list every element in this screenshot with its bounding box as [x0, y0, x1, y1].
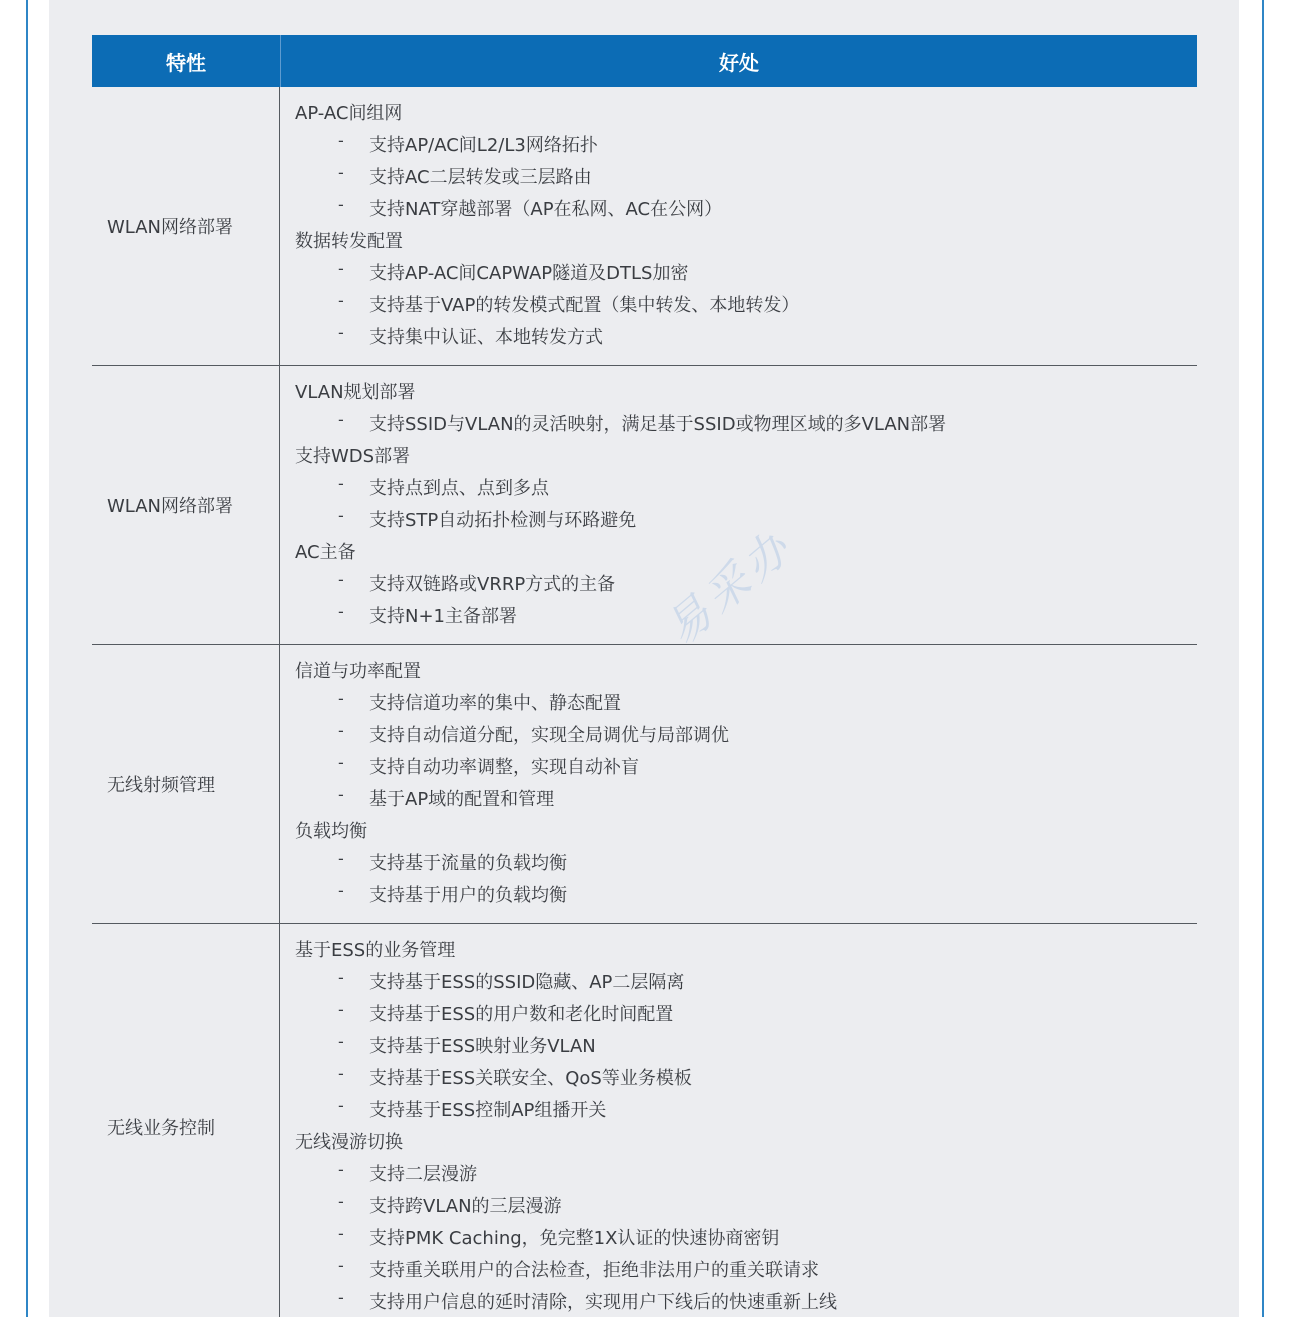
benefit-item-text: 支持信道功率的集中、静态配置 [369, 693, 621, 714]
benefit-group-title: 信道与功率配置 [295, 661, 421, 682]
feature-cell: 无线射频管理 [92, 645, 280, 923]
benefit-item-text: 支持集中认证、本地转发方式 [369, 327, 603, 348]
benefit-item-text: 支持STP自动拓扑检测与环路避免 [369, 510, 637, 531]
benefit-list-item [295, 1223, 1197, 1255]
header-benefit: 好处 [719, 50, 759, 75]
benefit-cell [280, 645, 1197, 923]
dash-bullet-icon: - [338, 1160, 344, 1179]
benefit-item-text: 支持AP-AC间CAPWAP隧道及DTLS加密 [369, 263, 689, 284]
benefit-item-text: 支持跨VLAN的三层漫游 [369, 1196, 562, 1217]
dash-bullet-icon: - [338, 849, 344, 868]
benefit-item-text: 支持基于ESS的SSID隐藏、AP二层隔离 [369, 972, 685, 993]
benefit-list-item [295, 688, 1197, 720]
benefit-list-item [295, 999, 1197, 1031]
dash-bullet-icon: - [338, 1064, 344, 1083]
benefit-item-text: 支持自动信道分配，实现全局调优与局部调优 [369, 725, 729, 746]
benefit-list-item [295, 1095, 1197, 1127]
dash-bullet-icon: - [338, 259, 344, 278]
benefit-item-text: 支持基于流量的负载均衡 [369, 853, 567, 874]
benefit-list-item [295, 322, 1197, 354]
benefit-group-title: AP-AC间组网 [295, 103, 403, 124]
benefit-list-item [295, 409, 1197, 441]
dash-bullet-icon: - [338, 689, 344, 708]
benefit-item-text: 支持AC二层转发或三层路由 [369, 167, 592, 188]
dash-bullet-icon: - [338, 570, 344, 589]
dash-bullet-icon: - [338, 131, 344, 150]
benefit-item-text: 支持N+1主备部署 [369, 606, 517, 627]
table-row [92, 924, 1197, 1317]
dash-bullet-icon: - [338, 721, 344, 740]
benefit-item-text: 支持SSID与VLAN的灵活映射，满足基于SSID或物理区域的多VLAN部署 [369, 414, 947, 435]
benefit-item-text: 支持基于用户的负载均衡 [369, 885, 567, 906]
benefit-group-title: 数据转发配置 [295, 231, 403, 252]
table-row [92, 645, 1197, 924]
benefit-item-text: 支持用户信息的延时清除，实现用户下线后的快速重新上线 [369, 1292, 837, 1313]
benefit-item-text: 支持自动功率调整，实现自动补盲 [369, 757, 639, 778]
dash-bullet-icon: - [338, 1000, 344, 1019]
benefit-group-title: VLAN规划部署 [295, 382, 416, 403]
benefit-cell [280, 87, 1197, 365]
benefit-list-item [295, 1031, 1197, 1063]
dash-bullet-icon: - [338, 1224, 344, 1243]
benefit-item-text: 支持基于ESS关联安全、QoS等业务模板 [369, 1068, 692, 1089]
dash-bullet-icon: - [338, 785, 344, 804]
dash-bullet-icon: - [338, 163, 344, 182]
benefit-item-text: 支持二层漫游 [369, 1164, 477, 1185]
benefit-item-text: 支持重关联用户的合法检查，拒绝非法用户的重关联请求 [369, 1260, 819, 1281]
dash-bullet-icon: - [338, 474, 344, 493]
feature-cell: WLAN网络部署 [92, 366, 280, 644]
benefit-list-item [295, 848, 1197, 880]
benefit-list-item [295, 258, 1197, 290]
benefit-list-item [295, 1063, 1197, 1095]
benefit-item-text: 支持双链路或VRRP方式的主备 [369, 574, 616, 595]
table-body [92, 87, 1197, 1317]
benefit-list-item [295, 162, 1197, 194]
benefit-list-item [295, 1255, 1197, 1287]
dash-bullet-icon: - [338, 753, 344, 772]
dash-bullet-icon: - [338, 410, 344, 429]
benefit-list-item [295, 130, 1197, 162]
benefit-group-title: AC主备 [295, 542, 356, 563]
dash-bullet-icon: - [338, 602, 344, 621]
benefit-item-text: 支持PMK Caching，免完整1X认证的快速协商密钥 [369, 1228, 780, 1249]
benefit-item-text: 基于AP域的配置和管理 [369, 789, 555, 810]
benefit-list-item [295, 1287, 1197, 1317]
benefit-list-item [295, 880, 1197, 912]
benefit-group-title: 无线漫游切换 [295, 1132, 403, 1153]
left-frame-line [26, 0, 28, 1317]
feature-benefit-table [92, 35, 1197, 1317]
dash-bullet-icon: - [338, 1096, 344, 1115]
dash-bullet-icon: - [338, 968, 344, 987]
benefit-group-title: 基于ESS的业务管理 [295, 940, 456, 961]
benefit-group-title: 负载均衡 [295, 821, 367, 842]
table-header [92, 35, 1197, 87]
dash-bullet-icon: - [338, 1288, 344, 1307]
table-row [92, 366, 1197, 645]
watermark: 易采办 [656, 519, 804, 656]
header-feature: 特性 [92, 35, 281, 87]
benefit-list-item [295, 752, 1197, 784]
benefit-cell [280, 924, 1197, 1317]
right-frame-line [1262, 0, 1264, 1317]
benefit-list-item [295, 194, 1197, 226]
benefit-list-item [295, 784, 1197, 816]
benefit-group-title: 支持WDS部署 [295, 446, 411, 467]
dash-bullet-icon: - [338, 1192, 344, 1211]
feature-cell: WLAN网络部署 [92, 87, 280, 365]
benefit-list-item [295, 720, 1197, 752]
dash-bullet-icon: - [338, 1256, 344, 1275]
benefit-list-item [295, 1191, 1197, 1223]
benefit-list-item [295, 290, 1197, 322]
benefit-item-text: 支持基于ESS映射业务VLAN [369, 1036, 596, 1057]
benefit-item-text: 支持基于ESS控制AP组播开关 [369, 1100, 607, 1121]
benefit-item-text: 支持NAT穿越部署（AP在私网、AC在公网） [369, 199, 723, 220]
dash-bullet-icon: - [338, 506, 344, 525]
dash-bullet-icon: - [338, 323, 344, 342]
benefit-list-item [295, 967, 1197, 999]
dash-bullet-icon: - [338, 195, 344, 214]
benefit-item-text: 支持基于ESS的用户数和老化时间配置 [369, 1004, 674, 1025]
benefit-list-item [295, 473, 1197, 505]
benefit-item-text: 支持基于VAP的转发模式配置（集中转发、本地转发） [369, 295, 800, 316]
benefit-list-item [295, 1159, 1197, 1191]
feature-cell: 无线业务控制 [92, 924, 280, 1317]
dash-bullet-icon: - [338, 1032, 344, 1051]
dash-bullet-icon: - [338, 291, 344, 310]
benefit-item-text: 支持AP/AC间L2/L3网络拓扑 [369, 135, 598, 156]
table-row [92, 87, 1197, 366]
benefit-item-text: 支持点到点、点到多点 [369, 478, 549, 499]
dash-bullet-icon: - [338, 881, 344, 900]
